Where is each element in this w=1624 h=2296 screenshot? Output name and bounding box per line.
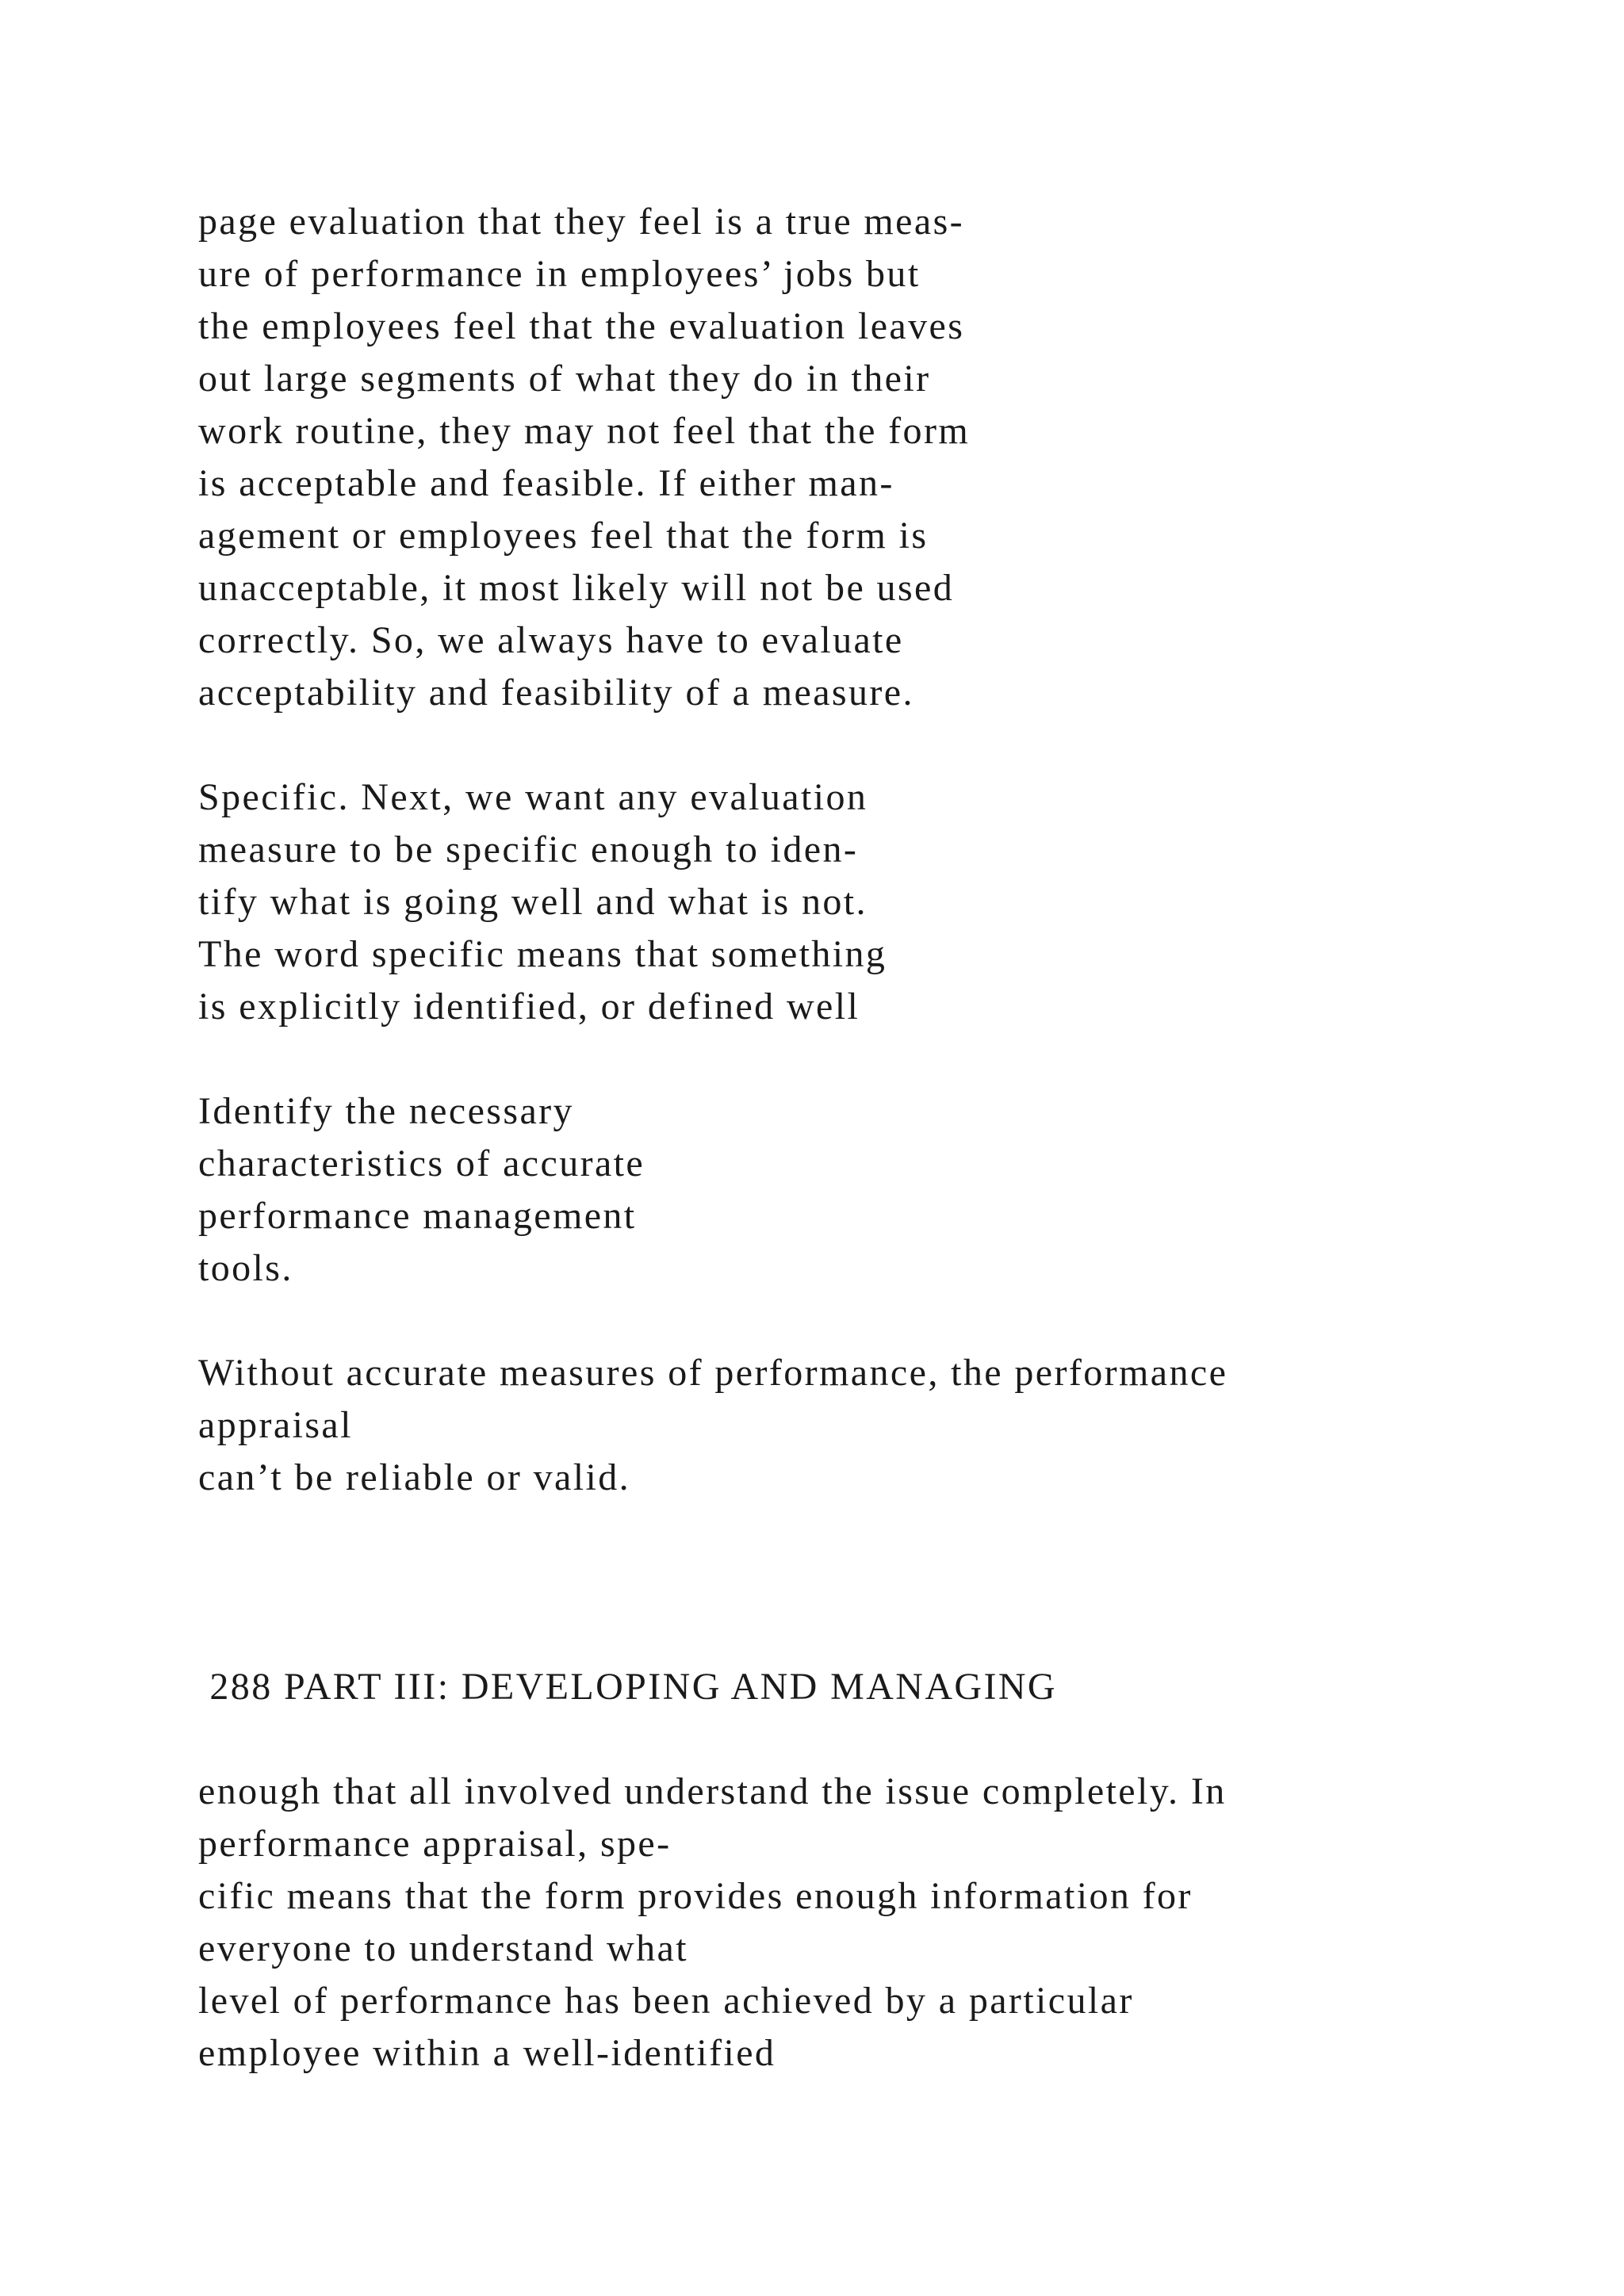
text-line: correctly. So, we always have to evaluate bbox=[198, 619, 904, 661]
text-line: acceptability and feasibility of a measure. bbox=[198, 672, 914, 714]
document-text bbox=[198, 196, 1435, 2080]
text-line: agement or employees feel that the form is bbox=[198, 515, 929, 557]
margin-quote bbox=[198, 1347, 1435, 1504]
text-line: Identify the necessary bbox=[198, 1090, 574, 1132]
text-line: tify what is going well and what is not. bbox=[198, 881, 868, 923]
text-line: employee within a well-identified bbox=[198, 2032, 776, 2074]
text-line: characteristics of accurate bbox=[198, 1142, 645, 1184]
text-line: out large segments of what they do in their bbox=[198, 358, 931, 400]
paragraph-continued bbox=[198, 1766, 1435, 2080]
text-line: page evaluation that they feel is a true meas- bbox=[198, 201, 965, 243]
text-line: Without accurate measures of performance, the performance bbox=[198, 1352, 1228, 1394]
text-line: level of performance has been achieved by a particular bbox=[198, 1980, 1134, 2022]
text-line: tools. bbox=[198, 1247, 293, 1289]
text-line: is acceptable and feasible. If either man- bbox=[198, 462, 894, 504]
text-line: enough that all involved understand the issue completely. In bbox=[198, 1770, 1227, 1812]
running-header: 288 PART III: DEVELOPING AND MANAGING bbox=[198, 1666, 1057, 1708]
text-line: ure of performance in employees’ jobs but bbox=[198, 253, 921, 295]
paragraph-spacer bbox=[198, 1295, 1435, 1347]
text-line: performance appraisal, spe- bbox=[198, 1823, 672, 1865]
text-line: cific means that the form provides enough information for bbox=[198, 1875, 1193, 1917]
paragraph-specific bbox=[198, 771, 1435, 1033]
text-line: can’t be reliable or valid. bbox=[198, 1456, 631, 1498]
page-header bbox=[198, 1661, 1435, 1713]
learning-objective bbox=[198, 1085, 1435, 1295]
text-line: is explicitly identified, or defined well bbox=[198, 985, 860, 1027]
text-line: performance management bbox=[198, 1195, 637, 1237]
text-line: appraisal bbox=[198, 1404, 353, 1446]
text-line: The word specific means that something bbox=[198, 933, 887, 975]
text-line: everyone to understand what bbox=[198, 1927, 688, 1969]
text-line: the employees feel that the evaluation leaves bbox=[198, 305, 965, 347]
paragraph-spacer bbox=[198, 1033, 1435, 1085]
text-line: measure to be specific enough to iden- bbox=[198, 828, 859, 871]
paragraph-spacer bbox=[198, 1713, 1435, 1766]
section-spacer bbox=[198, 1504, 1435, 1661]
text-line: Specific. Next, we want any evaluation bbox=[198, 776, 868, 818]
text-line: unacceptable, it most likely will not be used bbox=[198, 567, 955, 609]
text-line: work routine, they may not feel that the form bbox=[198, 410, 971, 452]
paragraph-acceptability bbox=[198, 196, 1435, 719]
paragraph-spacer bbox=[198, 719, 1435, 771]
